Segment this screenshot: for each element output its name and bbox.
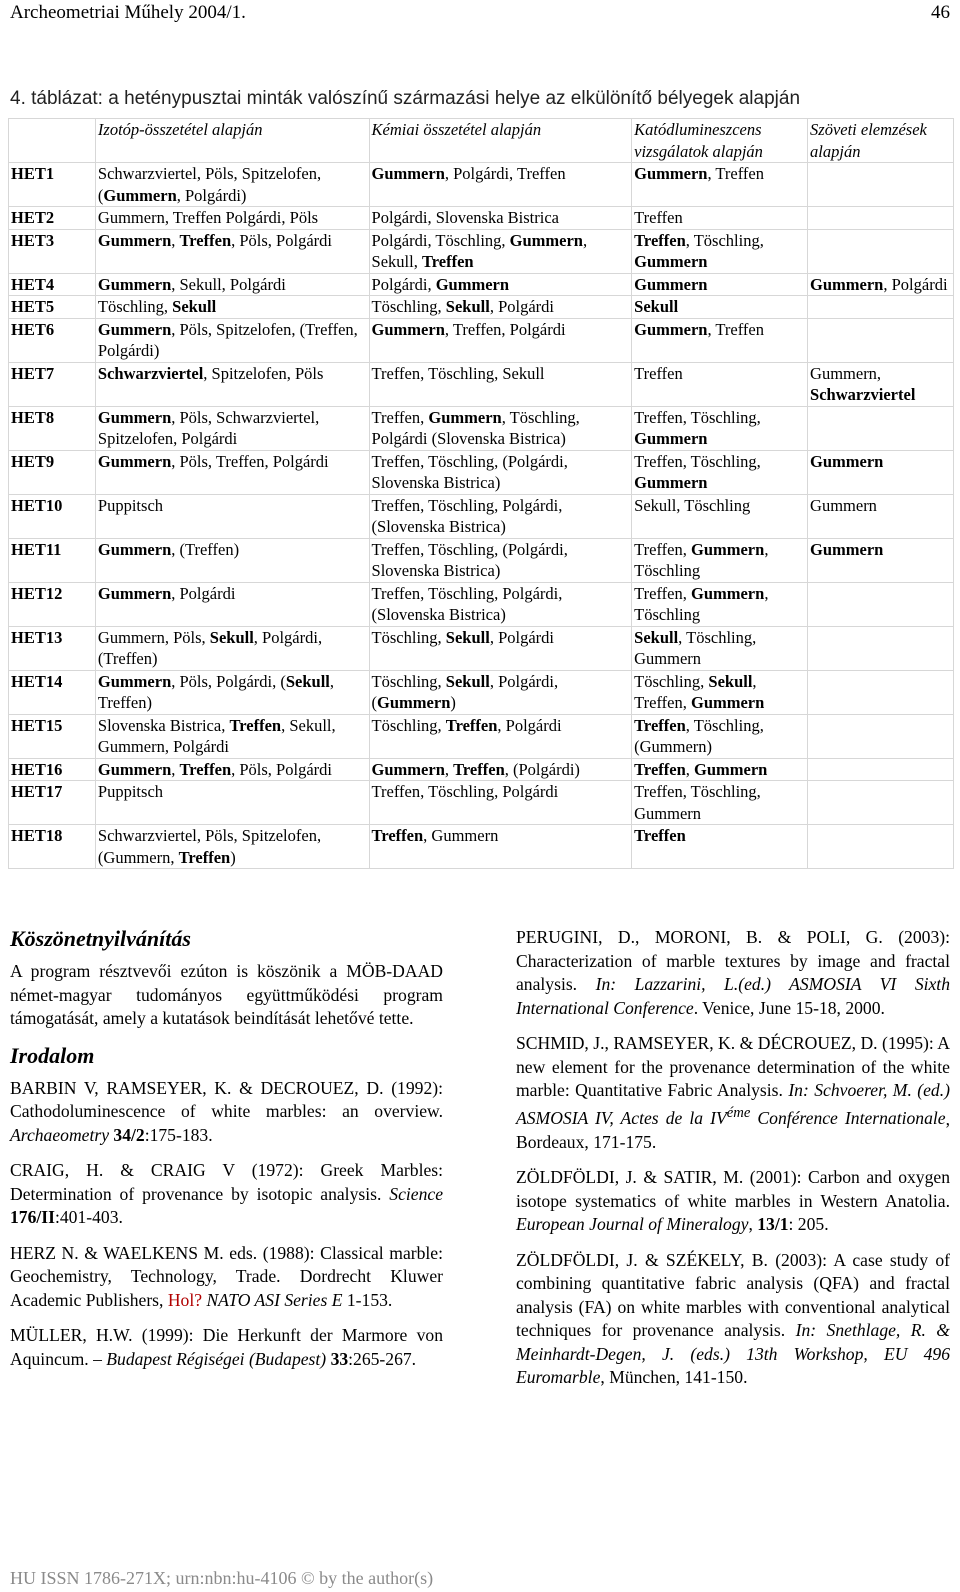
sample-id-cell: HET4: [9, 273, 96, 296]
table-cell: Gummern, Pöls, Spitzelofen, (Treffen, Polgárdi): [95, 318, 369, 362]
table-cell: Gummern: [808, 494, 954, 538]
table-cell: Gummern, Pöls, Sekull, Polgárdi, (Treffen): [95, 626, 369, 670]
table-row: [9, 362, 954, 406]
table-header-cell: Kémiai összetétel alapján: [369, 119, 632, 163]
table-cell: [808, 207, 954, 230]
table-cell: Treffen, Töschling, Gummern: [632, 406, 808, 450]
reference-entry: ZÖLDFÖLDI, J. & SZÉKELY, B. (2003): A case study of combining quantitative fabric analysis (QFA) and fractal analysis (FA) on white marbles with conventional analytical techniques for provenance analysis. In: Snethlage, R. & Meinhardt-Degen, J. (eds.) 13th Workshop, EU 496 Euromarble, München, 141-150.: [516, 1249, 950, 1388]
table-cell: Töschling, Sekull, Treffen, Gummern: [632, 670, 808, 714]
table-cell: Gummern, Polgárdi: [95, 582, 369, 626]
sample-id-cell: HET16: [9, 758, 96, 781]
table-cell: [808, 825, 954, 869]
table-cell: [808, 626, 954, 670]
table-cell: Gummern, Treffen, Polgárdi: [369, 318, 632, 362]
table-row: [9, 626, 954, 670]
reference-entry: PERUGINI, D., MORONI, B. & POLI, G. (2003): Characterization of marble textures by image and fractal analysis. In: Lazzarini, L.(ed.) ASMOSIA VI Sixth International Conference. Venice, June 15-18, 2000.: [516, 927, 950, 1018]
table-cell: Polgárdi, Töschling, Gummern, Sekull, Treffen: [369, 229, 632, 273]
table-cell: Treffen, Töschling, Gummern: [632, 781, 808, 825]
table-cell: Treffen, Gummern, Töschling: [632, 538, 808, 582]
table-row: [9, 714, 954, 758]
sample-id-cell: HET7: [9, 362, 96, 406]
reference-entry: MÜLLER, H.W. (1999): Die Herkunft der Marmore von Aquincum. – Budapest Régiségei (Budapest) 33:265-267.: [10, 1325, 443, 1369]
sample-id-cell: HET10: [9, 494, 96, 538]
table-cell: Gummern, Treffen, Pöls, Polgárdi: [95, 229, 369, 273]
table-cell: Treffen, Töschling, Polgárdi, (Slovenska Bistrica): [369, 582, 632, 626]
table-cell: Töschling, Treffen, Polgárdi: [369, 714, 632, 758]
table-header-cell: Izotóp-összetétel alapján: [95, 119, 369, 163]
sample-id-cell: HET12: [9, 582, 96, 626]
table-cell: Treffen, Töschling, Gummern: [632, 229, 808, 273]
table-cell: Treffen, Gummern, Töschling, Polgárdi (Slovenska Bistrica): [369, 406, 632, 450]
table-cell: Treffen, Töschling, (Polgárdi, Slovenska Bistrica): [369, 450, 632, 494]
table-cell: Treffen, Töschling, (Polgárdi, Slovenska Bistrica): [369, 538, 632, 582]
table-cell: [808, 163, 954, 207]
sample-id-cell: HET5: [9, 296, 96, 319]
table-cell: Treffen, Gummern: [632, 758, 808, 781]
table-cell: Treffen: [632, 207, 808, 230]
sample-id-cell: HET6: [9, 318, 96, 362]
table-header-cell: Szöveti elemzések alapján: [808, 119, 954, 163]
table-cell: Schwarzviertel, Spitzelofen, Pöls: [95, 362, 369, 406]
table-cell: Treffen: [632, 362, 808, 406]
table-row: [9, 825, 954, 869]
table-cell: [808, 582, 954, 626]
sample-id-cell: HET9: [9, 450, 96, 494]
table-cell: Treffen, Töschling, (Gummern): [632, 714, 808, 758]
sample-id-cell: HET1: [9, 163, 96, 207]
left-column: [10, 926, 443, 1383]
table-caption: 4. táblázat: a heténypusztai minták valószínű származási helye az elkülönítő bélyegek alapján: [10, 88, 801, 109]
table-cell: Gummern: [808, 538, 954, 582]
table-cell: Gummern, Schwarzviertel: [808, 362, 954, 406]
sample-id-cell: HET3: [9, 229, 96, 273]
table-cell: [808, 670, 954, 714]
sample-id-cell: HET13: [9, 626, 96, 670]
table-cell: Sekull, Töschling: [632, 494, 808, 538]
table-cell: Treffen, Gummern: [369, 825, 632, 869]
reference-entry: HERZ N. & WAELKENS M. eds. (1988): Classical marble: Geochemistry, Technology, Trade. Dordrecht Kluwer Academic Publishers, Hol? NATO ASI Series E 1-153.: [10, 1242, 443, 1310]
table-cell: Slovenska Bistrica, Treffen, Sekull, Gummern, Polgárdi: [95, 714, 369, 758]
reference-list-left: [10, 1077, 443, 1372]
table-cell: Töschling, Sekull, Polgárdi, (Gummern): [369, 670, 632, 714]
provenance-table: [8, 118, 954, 869]
table-header-cell: [9, 119, 96, 163]
table-cell: Gummern: [808, 450, 954, 494]
table-cell: Treffen, Töschling, Polgárdi, (Slovenska Bistrica): [369, 494, 632, 538]
table-cell: Gummern, Treffen Polgárdi, Pöls: [95, 207, 369, 230]
reference-list-right: [516, 926, 950, 1390]
references-heading: Irodalom: [10, 1042, 95, 1068]
table-cell: Gummern, Treffen: [632, 163, 808, 207]
reference-entry: ZÖLDFÖLDI, J. & SATIR, M. (2001): Carbon and oxygen isotope systematics of white marbles in Western Anatolia. European Journal of Mineralogy, 13/1: 205.: [516, 1167, 950, 1235]
sample-id-cell: HET11: [9, 538, 96, 582]
page-number: 46: [931, 2, 950, 23]
table-cell: Schwarzviertel, Pöls, Spitzelofen, (Gummern, Polgárdi): [95, 163, 369, 207]
table-cell: Schwarzviertel, Pöls, Spitzelofen, (Gummern, Treffen): [95, 825, 369, 869]
sample-id-cell: HET8: [9, 406, 96, 450]
table-row: [9, 229, 954, 273]
table-row: [9, 207, 954, 230]
table-cell: Gummern, Treffen, Pöls, Polgárdi: [95, 758, 369, 781]
table-cell: Gummern: [632, 273, 808, 296]
table-cell: Töschling, Sekull, Polgárdi: [369, 626, 632, 670]
table-row: [9, 582, 954, 626]
table-cell: Treffen, Gummern, Töschling: [632, 582, 808, 626]
sample-id-cell: HET14: [9, 670, 96, 714]
table-cell: [808, 406, 954, 450]
page-footer: HU ISSN 1786-271X; urn:nbn:hu-4106 © by the author(s): [10, 1568, 434, 1588]
table-cell: Gummern, Pöls, Treffen, Polgárdi: [95, 450, 369, 494]
table-cell: Treffen, Töschling, Gummern: [632, 450, 808, 494]
sample-id-cell: HET15: [9, 714, 96, 758]
table-cell: [808, 229, 954, 273]
table-row: [9, 494, 954, 538]
table-row: [9, 163, 954, 207]
table-cell: [808, 318, 954, 362]
table-cell: Gummern, (Treffen): [95, 538, 369, 582]
right-column: [516, 926, 950, 1402]
reference-entry: BARBIN V, RAMSEYER, K. & DECROUEZ, D. (1992): Cathodoluminescence of white marbles: an overview. Archaeometry 34/2:175-183.: [10, 1077, 443, 1145]
reference-entry: CRAIG, H. & CRAIG V (1972): Greek Marbles: Determination of provenance by isotopic analysis. Science 176/II:401-403.: [10, 1160, 443, 1227]
table-cell: [808, 781, 954, 825]
table-cell: Gummern, Sekull, Polgárdi: [95, 273, 369, 296]
table-cell: Gummern, Pöls, Schwarzviertel, Spitzelofen, Polgárdi: [95, 406, 369, 450]
table-cell: Puppitsch: [95, 494, 369, 538]
table-row: [9, 670, 954, 714]
table-cell: [808, 714, 954, 758]
table-row: [9, 450, 954, 494]
table-cell: Gummern, Treffen, (Polgárdi): [369, 758, 632, 781]
table-header-cell: Katódlumineszcens vizsgálatok alapján: [632, 119, 808, 163]
journal-title: Archeometriai Műhely 2004/1.: [10, 2, 246, 23]
sample-id-cell: HET2: [9, 207, 96, 230]
table-row: [9, 781, 954, 825]
acknowledgement-text: A program résztvevői ezúton is köszönik a MÖB-DAAD német-magyar tudományos együttműködési program támogatását, amely a kutatások beindítását lehetővé tette.: [10, 961, 443, 1028]
table-cell: Gummern, Polgárdi, Treffen: [369, 163, 632, 207]
table-cell: Sekull: [632, 296, 808, 319]
table-cell: Puppitsch: [95, 781, 369, 825]
table-cell: Sekull, Töschling, Gummern: [632, 626, 808, 670]
reference-entry: SCHMID, J., RAMSEYER, K. & DÉCROUEZ, D. (1995): A new element for the provenance determination of the white marble: Quantitative Fabric Analysis. In: Schvoerer, M. (ed.) ASMOSIA IV, Actes de la $IV^{éme}$ Conférence Internationale, Bordeaux, 171-175.: [516, 1033, 950, 1152]
table-cell: Gummern, Treffen: [632, 318, 808, 362]
table-row: [9, 318, 954, 362]
table-body: [9, 163, 954, 869]
table-header-row: [9, 119, 954, 163]
table-row: [9, 273, 954, 296]
table-cell: Töschling, Sekull, Polgárdi: [369, 296, 632, 319]
page-header: [10, 2, 950, 30]
table-row: [9, 758, 954, 781]
table-row: [9, 406, 954, 450]
table-cell: Polgárdi, Slovenska Bistrica: [369, 207, 632, 230]
table-row: [9, 296, 954, 319]
table-cell: [808, 758, 954, 781]
table-row: [9, 538, 954, 582]
table-cell: Treffen, Töschling, Sekull: [369, 362, 632, 406]
sample-id-cell: HET18: [9, 825, 96, 869]
table-cell: Polgárdi, Gummern: [369, 273, 632, 296]
table-cell: [808, 296, 954, 319]
acknowledgement-heading: Köszönetnyilvánítás: [10, 926, 191, 951]
table-cell: Töschling, Sekull: [95, 296, 369, 319]
table-cell: Gummern, Pöls, Polgárdi, (Sekull, Treffen): [95, 670, 369, 714]
table-cell: Gummern, Polgárdi: [808, 273, 954, 296]
table-cell: Treffen: [632, 825, 808, 869]
sample-id-cell: HET17: [9, 781, 96, 825]
table-cell: Treffen, Töschling, Polgárdi: [369, 781, 632, 825]
